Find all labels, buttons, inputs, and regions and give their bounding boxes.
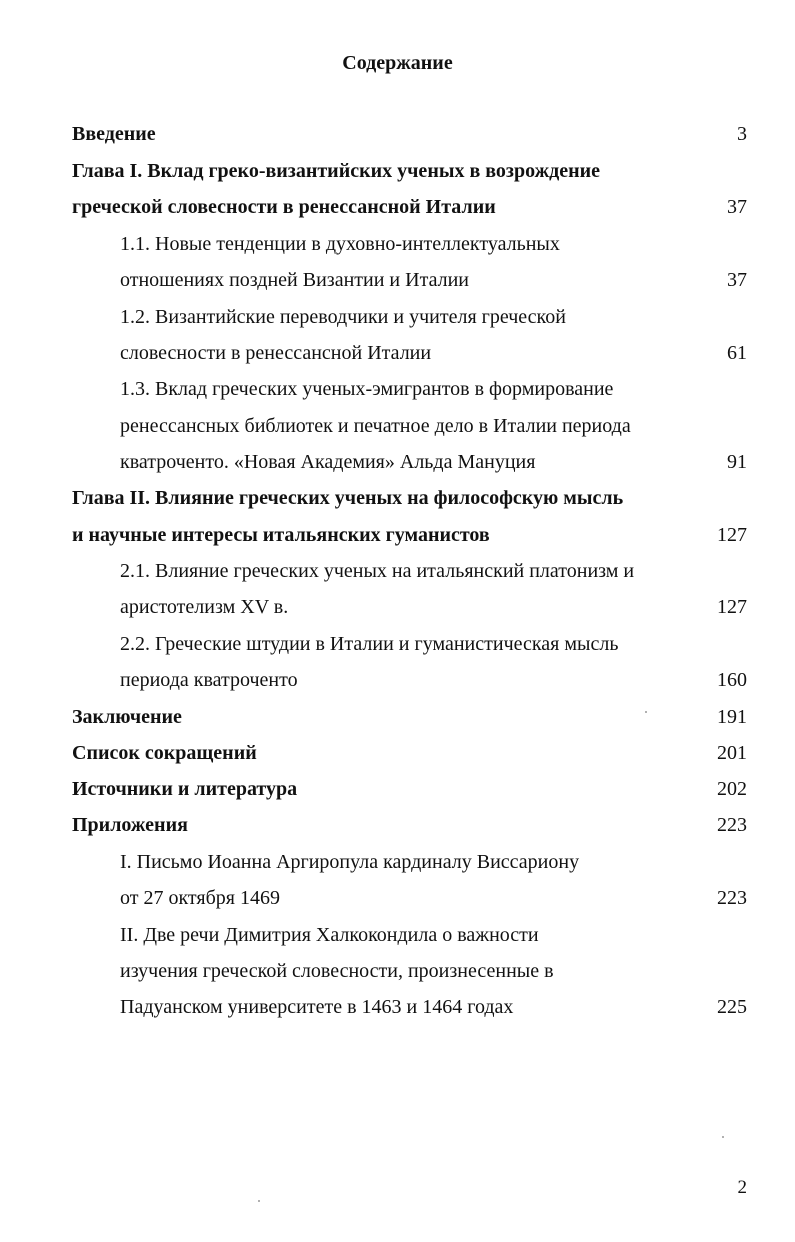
toc-entry-chapter-2-cont	[0, 517, 795, 553]
toc-entry-text: Глава II. Влияние греческих ученых на философскую мысль	[72, 487, 624, 509]
toc-entry-section-1-1	[0, 226, 795, 262]
toc-entry-page: 37	[727, 269, 747, 291]
toc-entry-page: 202	[717, 778, 747, 800]
toc-entry-page: 225	[717, 996, 747, 1018]
toc-entry-text: I. Письмо Иоанна Аргиропула кардиналу Виссариону	[120, 851, 580, 873]
toc-entry-page: 127	[717, 596, 747, 618]
toc-entry-text: Заключение	[72, 706, 182, 728]
toc-entry-text: II. Две речи Димитрия Халкокондила о важности	[120, 924, 539, 946]
toc-entry-section-2-1	[0, 553, 795, 589]
toc-entry-text: аристотелизм XV в.	[120, 596, 289, 618]
toc-entry-page: 91	[727, 451, 747, 473]
toc-entry-text: Падуанском университете в 1463 и 1464 годах	[120, 996, 514, 1018]
toc-entry-page: 37	[727, 196, 747, 218]
toc-entry-text: 1.3. Вклад греческих ученых-эмигрантов в формирование	[120, 378, 614, 400]
toc-entry-section-2-1-cont	[0, 589, 795, 625]
toc-entry-text: 2.2. Греческие штудии в Италии и гуманистическая мысль	[120, 633, 619, 655]
toc-entry-section-1-2	[0, 299, 795, 335]
toc-entry-text: Список сокращений	[72, 742, 257, 764]
toc-entry-text: ренессансных библиотек и печатное дело в Италии периода	[120, 415, 631, 437]
toc-entry-chapter-1-cont	[0, 189, 795, 225]
toc-entry-text: кватроченто. «Новая Академия» Альда Мануция	[120, 451, 536, 473]
toc-entry-text: Введение	[72, 123, 156, 145]
toc-entry-text: словесности в ренессансной Италии	[120, 342, 432, 364]
toc-entry-page: 160	[717, 669, 747, 691]
scan-speck	[722, 1136, 724, 1138]
toc-entry-page: 223	[717, 887, 747, 909]
toc-entry-appendix-2-cont2	[0, 989, 795, 1025]
toc-entry-page: 201	[717, 742, 747, 764]
toc-entry-introduction	[0, 116, 795, 152]
toc-entry-appendices	[0, 807, 795, 843]
toc-entry-page: 127	[717, 524, 747, 546]
toc-entry-text: от 27 октября 1469	[120, 887, 280, 909]
toc-entry-abbreviations	[0, 735, 795, 771]
toc-entry-appendix-2-cont	[0, 953, 795, 989]
scan-speck	[258, 1200, 260, 1202]
page-number: 2	[737, 1177, 747, 1198]
toc-entry-text: греческой словесности в ренессансной Италии	[72, 196, 496, 218]
toc-entry-sources	[0, 771, 795, 807]
toc-entry-chapter-1	[0, 153, 795, 189]
toc-entry-chapter-2	[0, 480, 795, 516]
toc-entry-page: 191	[717, 706, 747, 728]
toc-entry-page: 61	[727, 342, 747, 364]
toc-entry-text: Глава I. Вклад греко-византийских ученых в возрождение	[72, 160, 600, 182]
toc-entry-text: 1.2. Византийские переводчики и учителя греческой	[120, 306, 566, 328]
toc-entry-text: отношениях поздней Византии и Италии	[120, 269, 470, 291]
toc-entry-section-1-3-cont	[0, 408, 795, 444]
toc-entry-appendix-1-cont	[0, 880, 795, 916]
scan-speck	[645, 711, 647, 713]
toc-entry-appendix-2	[0, 917, 795, 953]
toc-entry-page: 223	[717, 814, 747, 836]
toc-entry-section-1-3-cont2	[0, 444, 795, 480]
toc-entry-section-1-1-cont	[0, 262, 795, 298]
toc-entry-conclusion	[0, 699, 795, 735]
toc-entry-section-1-2-cont	[0, 335, 795, 371]
toc-entry-text: Источники и литература	[72, 778, 298, 800]
toc-entry-text: периода кватроченто	[120, 669, 298, 691]
toc-entry-section-1-3	[0, 371, 795, 407]
page-title: Содержание	[342, 52, 453, 74]
toc-entry-text: изучения греческой словесности, произнесенные в	[120, 960, 554, 982]
toc-entry-text: Приложения	[72, 814, 188, 836]
toc-entry-text: 1.1. Новые тенденции в духовно-интеллектуальных	[120, 233, 560, 255]
toc-entry-text: 2.1. Влияние греческих ученых на итальянский платонизм и	[120, 560, 635, 582]
toc-entry-section-2-2	[0, 626, 795, 662]
toc-entry-page: 3	[737, 123, 747, 145]
toc-entry-section-2-2-cont	[0, 662, 795, 698]
toc-entry-appendix-1	[0, 844, 795, 880]
toc-entry-text: и научные интересы итальянских гуманистов	[72, 524, 490, 546]
